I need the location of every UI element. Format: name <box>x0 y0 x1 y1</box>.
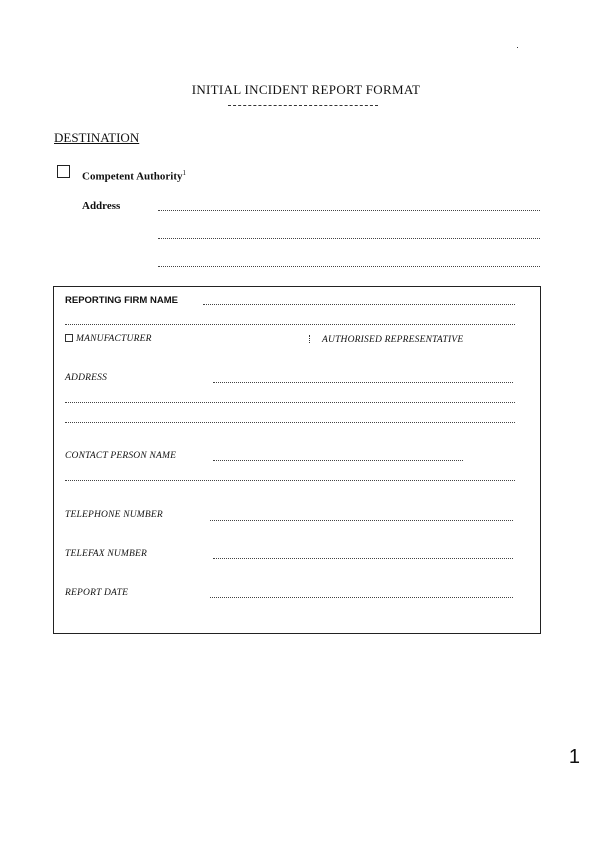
telefax-number-line[interactable] <box>213 558 513 559</box>
firm-address-label: ADDRESS <box>65 373 108 383</box>
reporting-firm-name-line-1[interactable] <box>203 304 515 305</box>
address-label: Address <box>82 200 121 212</box>
scan-speck <box>517 47 518 48</box>
contact-person-name-label: CONTACT PERSON NAME <box>65 451 177 461</box>
telephone-number-line[interactable] <box>210 520 513 521</box>
manufacturer-checkbox[interactable] <box>65 334 73 342</box>
manufacturer-label: MANUFACTURER <box>76 334 152 344</box>
address-line-2[interactable] <box>158 238 540 239</box>
competent-authority-checkbox[interactable] <box>57 165 70 178</box>
authorised-representative-option[interactable] <box>309 335 463 345</box>
reporting-firm-name-label: REPORTING FIRM NAME <box>65 295 178 306</box>
firm-address-line-3[interactable] <box>65 422 515 423</box>
page-number: 1 <box>568 746 580 768</box>
authorised-representative-checkbox[interactable] <box>309 335 312 343</box>
reporting-firm-name-line-2[interactable] <box>65 324 515 325</box>
telefax-number-label: TELEFAX NUMBER <box>65 549 148 559</box>
contact-person-name-line-2[interactable] <box>65 480 515 481</box>
document-title: INITIAL INCIDENT REPORT FORMAT <box>191 82 421 97</box>
contact-person-name-line-1[interactable] <box>213 460 463 461</box>
firm-address-line-2[interactable] <box>65 402 515 403</box>
address-line-1[interactable] <box>158 210 540 211</box>
report-date-line[interactable] <box>210 597 513 598</box>
authorised-representative-label: AUTHORISED REPRESENTATIVE <box>322 335 464 345</box>
telephone-number-label: TELEPHONE NUMBER <box>65 510 163 520</box>
footnote-marker: 1 <box>182 169 187 177</box>
title-underline <box>228 105 378 106</box>
address-line-3[interactable] <box>158 266 540 267</box>
competent-authority-label: Competent Authority$^1$ <box>82 169 187 183</box>
report-date-label: REPORT DATE <box>65 588 129 598</box>
manufacturer-option[interactable] <box>65 334 152 344</box>
firm-address-line-1[interactable] <box>213 382 513 383</box>
destination-heading: DESTINATION <box>54 130 140 145</box>
